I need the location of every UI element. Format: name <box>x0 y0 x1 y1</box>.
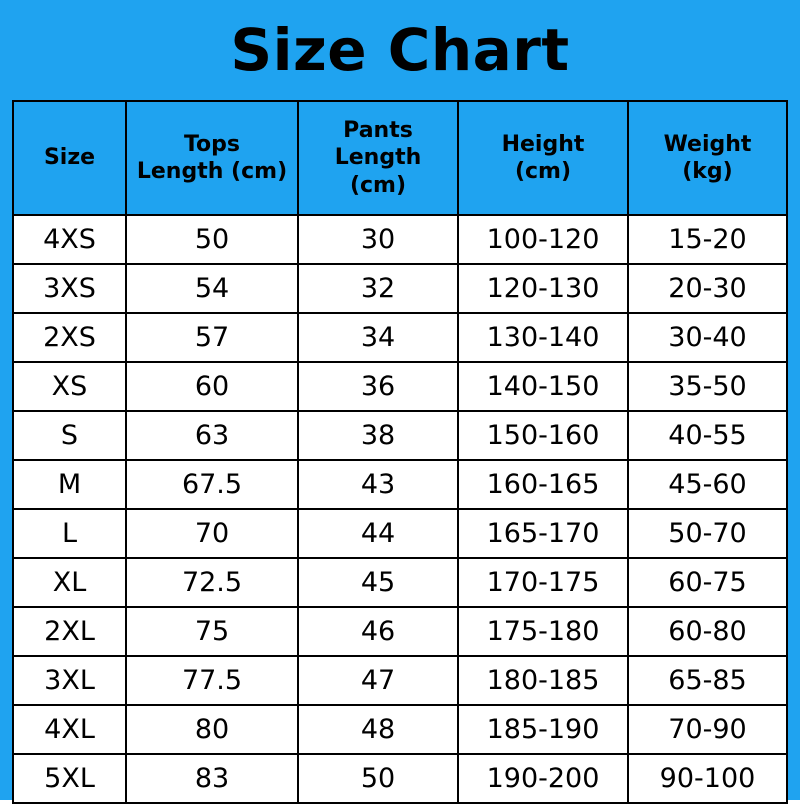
column-header-1 <box>126 101 298 215</box>
table-cell: 34 <box>298 313 458 362</box>
table-header-row <box>13 101 787 215</box>
size-label-cell: 2XL <box>13 607 126 656</box>
table-cell: 185-190 <box>458 705 628 754</box>
table-row <box>13 362 787 411</box>
table-cell: 72.5 <box>126 558 298 607</box>
table-cell: 38 <box>298 411 458 460</box>
table-cell: 140-150 <box>458 362 628 411</box>
table-cell: 50 <box>298 754 458 803</box>
size-label-cell: S <box>13 411 126 460</box>
table-cell: 80 <box>126 705 298 754</box>
column-header-4 <box>628 101 787 215</box>
table-cell: 45 <box>298 558 458 607</box>
column-header-line: Size <box>43 145 96 171</box>
table-cell: 30 <box>298 215 458 264</box>
table-cell: 35-50 <box>628 362 787 411</box>
table-cell: 54 <box>126 264 298 313</box>
table-cell: 50-70 <box>628 509 787 558</box>
table-cell: 70-90 <box>628 705 787 754</box>
table-cell: 190-200 <box>458 754 628 803</box>
column-header-0 <box>13 101 126 215</box>
size-label-cell: 4XL <box>13 705 126 754</box>
column-header-line: (kg) <box>682 159 733 184</box>
table-cell: 100-120 <box>458 215 628 264</box>
table-cell: 83 <box>126 754 298 803</box>
table-cell: 60-80 <box>628 607 787 656</box>
column-header-line: Pants <box>343 117 413 143</box>
table-cell: 75 <box>126 607 298 656</box>
table-cell: 130-140 <box>458 313 628 362</box>
table-cell: 63 <box>126 411 298 460</box>
table-row <box>13 509 787 558</box>
table-cell: 165-170 <box>458 509 628 558</box>
table-cell: 30-40 <box>628 313 787 362</box>
table-row <box>13 313 787 362</box>
table-cell: 175-180 <box>458 607 628 656</box>
size-label-cell: XL <box>13 558 126 607</box>
table-cell: 36 <box>298 362 458 411</box>
column-header-line: Height <box>501 131 585 157</box>
table-cell: 77.5 <box>126 656 298 705</box>
table-header <box>13 101 787 215</box>
table-row <box>13 607 787 656</box>
table-cell: 40-55 <box>628 411 787 460</box>
size-label-cell: 2XS <box>13 313 126 362</box>
size-label-cell: M <box>13 460 126 509</box>
table-cell: 65-85 <box>628 656 787 705</box>
table-cell: 20-30 <box>628 264 787 313</box>
table-row <box>13 656 787 705</box>
column-header-line: Tops <box>183 131 241 157</box>
table-row <box>13 460 787 509</box>
table-cell: 170-175 <box>458 558 628 607</box>
size-label-cell: XS <box>13 362 126 411</box>
table-cell: 67.5 <box>126 460 298 509</box>
column-header-line: Weight <box>663 131 752 157</box>
table-cell: 60 <box>126 362 298 411</box>
table-cell: 50 <box>126 215 298 264</box>
size-label-cell: 3XL <box>13 656 126 705</box>
table-row <box>13 411 787 460</box>
page-title: Size Chart <box>230 16 570 84</box>
table-cell: 60-75 <box>628 558 787 607</box>
table-cell: 90-100 <box>628 754 787 803</box>
table-row <box>13 558 787 607</box>
table-cell: 70 <box>126 509 298 558</box>
column-header-2 <box>298 101 458 215</box>
table-cell: 160-165 <box>458 460 628 509</box>
column-header-line: Length (cm) <box>334 145 422 198</box>
table-cell: 48 <box>298 705 458 754</box>
size-label-cell: 3XS <box>13 264 126 313</box>
table-row <box>13 264 787 313</box>
table-cell: 180-185 <box>458 656 628 705</box>
table-cell: 45-60 <box>628 460 787 509</box>
size-chart-table-container <box>12 100 788 794</box>
table-body <box>13 215 787 803</box>
size-chart-table <box>12 100 788 804</box>
size-label-cell: L <box>13 509 126 558</box>
table-row <box>13 705 787 754</box>
table-cell: 57 <box>126 313 298 362</box>
table-cell: 150-160 <box>458 411 628 460</box>
table-cell: 32 <box>298 264 458 313</box>
column-header-line: Length (cm) <box>136 159 288 184</box>
table-cell: 47 <box>298 656 458 705</box>
table-cell: 120-130 <box>458 264 628 313</box>
column-header-3 <box>458 101 628 215</box>
size-label-cell: 5XL <box>13 754 126 803</box>
table-row <box>13 215 787 264</box>
table-cell: 44 <box>298 509 458 558</box>
table-cell: 46 <box>298 607 458 656</box>
table-row <box>13 754 787 803</box>
table-cell: 43 <box>298 460 458 509</box>
column-header-line: (cm) <box>514 159 572 184</box>
size-label-cell: 4XS <box>13 215 126 264</box>
table-cell: 15-20 <box>628 215 787 264</box>
